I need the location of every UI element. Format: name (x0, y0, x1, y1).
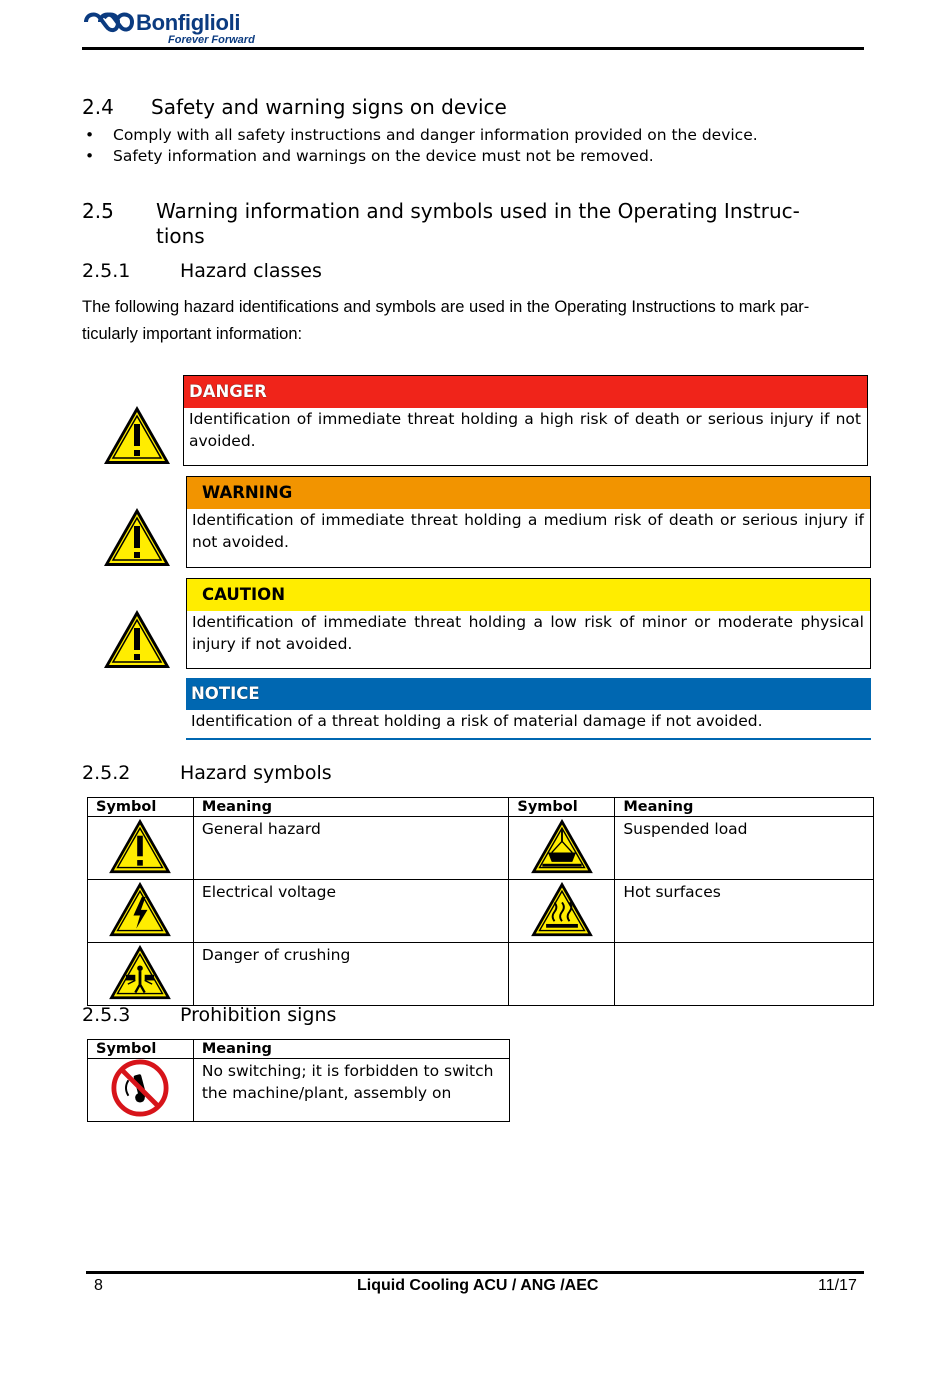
section-2-5-number: 2.5 (82, 199, 114, 223)
hazard-meaning: Danger of crushing (193, 943, 508, 1006)
table-row (88, 1059, 510, 1122)
logo-wordmark: Bonfiglioli (136, 10, 241, 35)
general-hazard-icon (107, 817, 173, 875)
header-divider (82, 47, 864, 50)
suspended-load-icon (529, 817, 595, 875)
table-row (88, 880, 874, 943)
crushing-icon (107, 943, 173, 1001)
electrical-voltage-icon (107, 880, 173, 938)
danger-text: Identification of immediate threat holding a high risk of death or serious injury if not avoided. (189, 410, 861, 450)
section-2-4-bullets (82, 125, 862, 167)
section-2-5-2-title: Hazard symbols (180, 762, 332, 784)
table-row (88, 817, 874, 880)
warning-box (186, 476, 871, 568)
danger-label: DANGER (184, 376, 867, 408)
warning-triangle-icon (102, 608, 172, 670)
caution-box (186, 578, 871, 669)
section-2-5-3-title: Prohibition signs (180, 1004, 337, 1026)
notice-box (186, 678, 871, 740)
notice-text: Identification of a threat holding a risk of material damage if not avoided. (191, 712, 763, 730)
warning-triangle-icon (102, 506, 172, 568)
hazard-symbols-table (87, 797, 874, 1006)
notice-label: NOTICE (186, 678, 871, 710)
prohibition-signs-table (87, 1039, 510, 1122)
section-2-5-1-paragraph: The following hazard identifications and symbols are used in the Operating Instructions to mark par- ticularly important information: (82, 298, 810, 343)
column-header-meaning: Meaning (193, 1040, 509, 1059)
document-date: 11/17 (818, 1277, 857, 1294)
warning-label: WARNING (187, 477, 870, 509)
column-header-symbol: Symbol (88, 798, 194, 817)
document-title: Liquid Cooling ACU / ANG /AEC (357, 1277, 599, 1294)
no-switching-icon (111, 1059, 169, 1117)
table-header-row (88, 798, 874, 817)
caution-text: Identification of immediate threat holding a low risk of minor or moderate physical injury if not avoided. (192, 613, 864, 653)
hot-surfaces-icon (529, 880, 595, 938)
page-number: 8 (94, 1277, 103, 1294)
company-logo (84, 8, 259, 48)
table-row (88, 943, 874, 1006)
hazard-meaning: General hazard (193, 817, 508, 880)
hazard-meaning: Electrical voltage (193, 880, 508, 943)
hazard-meaning: Hot surfaces (615, 880, 874, 943)
section-2-5-3-number: 2.5.3 (82, 1004, 131, 1026)
column-header-symbol: Symbol (509, 798, 615, 817)
column-header-meaning: Meaning (615, 798, 874, 817)
section-2-4-title: Safety and warning signs on device (151, 95, 507, 119)
footer-divider (86, 1271, 864, 1274)
warning-text: Identification of immediate threat holding a medium risk of death or serious injury if not avoided. (192, 511, 864, 551)
table-header-row (88, 1040, 510, 1059)
list-item: • Safety information and warnings on the device must not be removed. (85, 147, 654, 165)
list-item: • Comply with all safety instructions and danger information provided on the device. (85, 126, 758, 144)
section-2-5-1-number: 2.5.1 (82, 260, 131, 282)
danger-box (183, 375, 868, 466)
section-2-5-title: Warning information and symbols used in the Operating Instruc- tions (156, 199, 800, 248)
section-2-4-number: 2.4 (82, 95, 114, 119)
logo-tagline: Forever Forward (168, 34, 255, 46)
logo-mark-icon (84, 10, 134, 34)
column-header-meaning: Meaning (193, 798, 508, 817)
section-2-5-1-title: Hazard classes (180, 260, 322, 282)
warning-triangle-icon (102, 404, 172, 466)
hazard-meaning: Suspended load (615, 817, 874, 880)
section-2-5-2-number: 2.5.2 (82, 762, 131, 784)
column-header-symbol: Symbol (88, 1040, 194, 1059)
caution-label: CAUTION (187, 579, 870, 611)
prohibition-meaning: No switching; it is forbidden to switch the machine/plant, assembly on (193, 1059, 509, 1122)
